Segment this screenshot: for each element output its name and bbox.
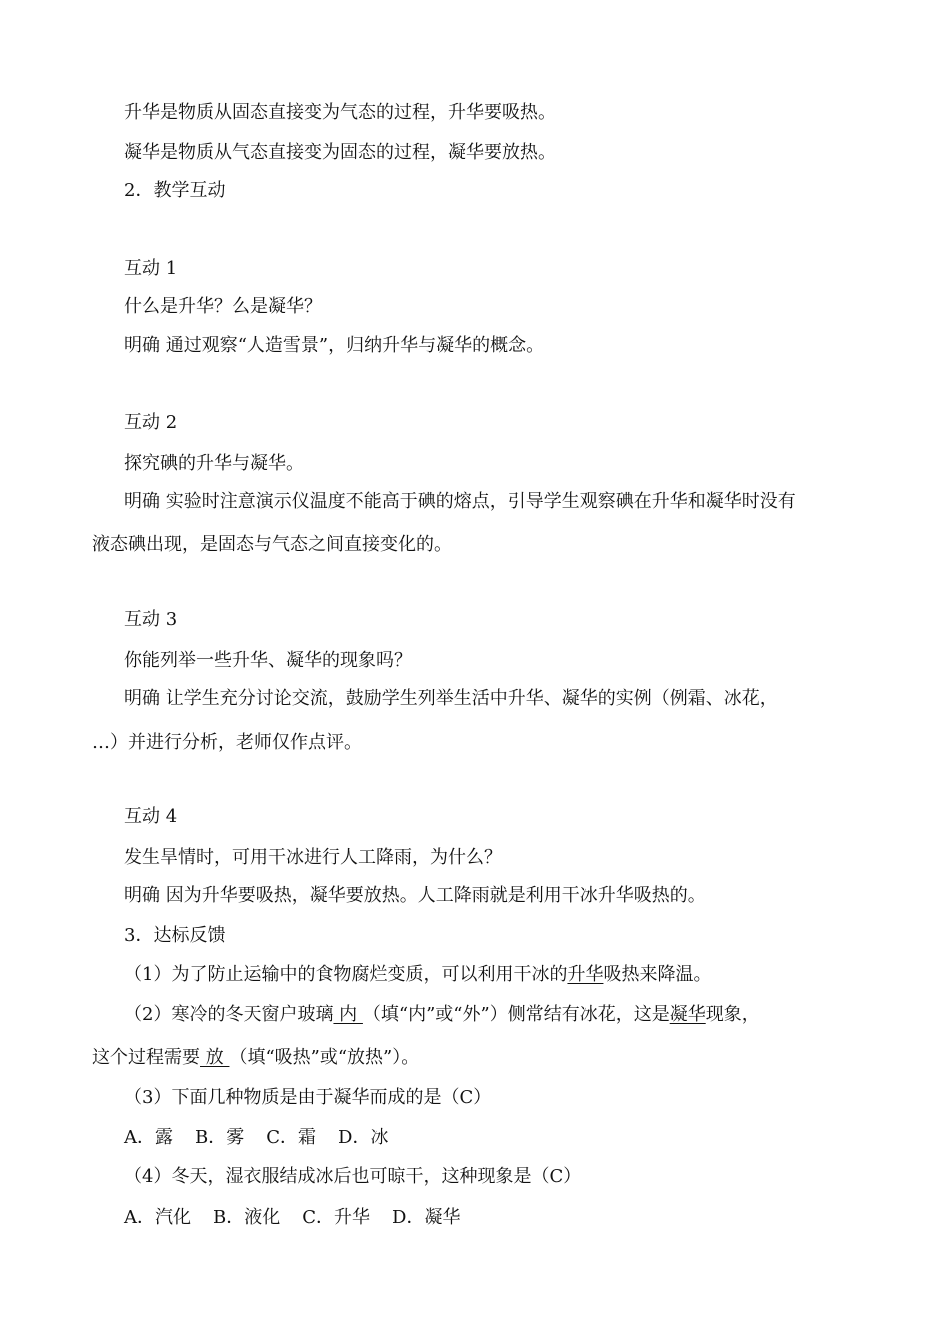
feedback-question-4: （4）冬天，湿衣服结成冰后也可晾干，这种现象是（C） (124, 1166, 582, 1187)
feedback-question-2b-prefix: 这个过程需要 (92, 1047, 200, 1068)
interaction-1-heading: 互动 1 (124, 258, 178, 279)
option-c: C．升华 (302, 1207, 371, 1228)
feedback-question-2-prefix: （2）寒冷的冬天窗户玻璃 (124, 1004, 334, 1025)
interaction-3-heading: 互动 3 (124, 609, 178, 630)
feedback-question-2b-answer: 放 (200, 1047, 230, 1068)
feedback-question-1-suffix: 吸热来降温。 (603, 964, 712, 985)
interaction-3-answer: 明确 让学生充分讨论交流，鼓励学生列举生活中升华、凝华的实例（例霜、冰花， (124, 688, 778, 709)
feedback-question-2-suffix: 现象， (705, 1004, 760, 1025)
option-b: B．液化 (213, 1207, 281, 1228)
feedback-question-2-continued (92, 1046, 419, 1070)
option-a: A．露 (124, 1127, 173, 1148)
feedback-question-1 (124, 963, 711, 987)
interaction-4-answer: 明确 因为升华要吸热，凝华要放热。人工降雨就是利用干冰升华吸热的。 (124, 885, 706, 906)
feedback-question-2-middle: （填“内”或“外”）侧常结有冰花，这是 (362, 1004, 670, 1025)
interaction-3-answer-continued: …）并进行分析，老师仅作点评。 (92, 732, 362, 753)
section-heading-teaching-interaction: 2．教学互动 (124, 180, 226, 201)
option-c: C．霜 (266, 1127, 317, 1148)
feedback-question-4-options (124, 1206, 460, 1230)
interaction-2-heading: 互动 2 (124, 412, 178, 433)
interaction-1-question: 什么是升华？么是凝华？ (124, 296, 322, 317)
interaction-1-answer: 明确 通过观察“人造雪景”，归纳升华与凝华的概念。 (124, 335, 545, 356)
feedback-question-3-options (124, 1126, 388, 1150)
interaction-4-question: 发生旱情时，可用干冰进行人工降雨，为什么？ (124, 847, 502, 868)
feedback-question-2b-suffix: （填“吸热”或“放热”）。 (229, 1047, 420, 1068)
feedback-question-2-answer-inner: 内 (333, 1004, 363, 1025)
feedback-question-1-prefix: （1）为了防止运输中的食物腐烂变质，可以利用干冰的 (124, 964, 568, 985)
option-d: D．凝华 (392, 1207, 461, 1228)
feedback-question-2-answer-deposition: 凝华 (669, 1004, 706, 1025)
interaction-2-question: 探究碘的升华与凝华。 (124, 453, 304, 474)
interaction-4-heading: 互动 4 (124, 806, 178, 827)
interaction-2-answer: 明确 实验时注意演示仪温度不能高于碘的熔点，引导学生观察碘在升华和凝华时没有 (124, 491, 796, 512)
option-a: A．汽化 (124, 1207, 191, 1228)
option-d: D．冰 (338, 1127, 389, 1148)
paragraph-sublimation-definition: 升华是物质从固态直接变为气态的过程，升华要吸热。 (124, 102, 556, 123)
section-heading-feedback: 3．达标反馈 (124, 925, 226, 946)
feedback-question-3: （3）下面几种物质是由于凝华而成的是（C） (124, 1087, 492, 1108)
paragraph-deposition-definition: 凝华是物质从气态直接变为固态的过程，凝华要放热。 (124, 142, 556, 163)
interaction-3-question: 你能列举一些升华、凝华的现象吗？ (124, 650, 412, 671)
interaction-2-answer-continued: 液态碘出现，是固态与气态之间直接变化的。 (92, 534, 452, 555)
option-b: B．雾 (195, 1127, 245, 1148)
feedback-question-1-answer: 升华 (567, 964, 604, 985)
feedback-question-2 (124, 1003, 760, 1027)
